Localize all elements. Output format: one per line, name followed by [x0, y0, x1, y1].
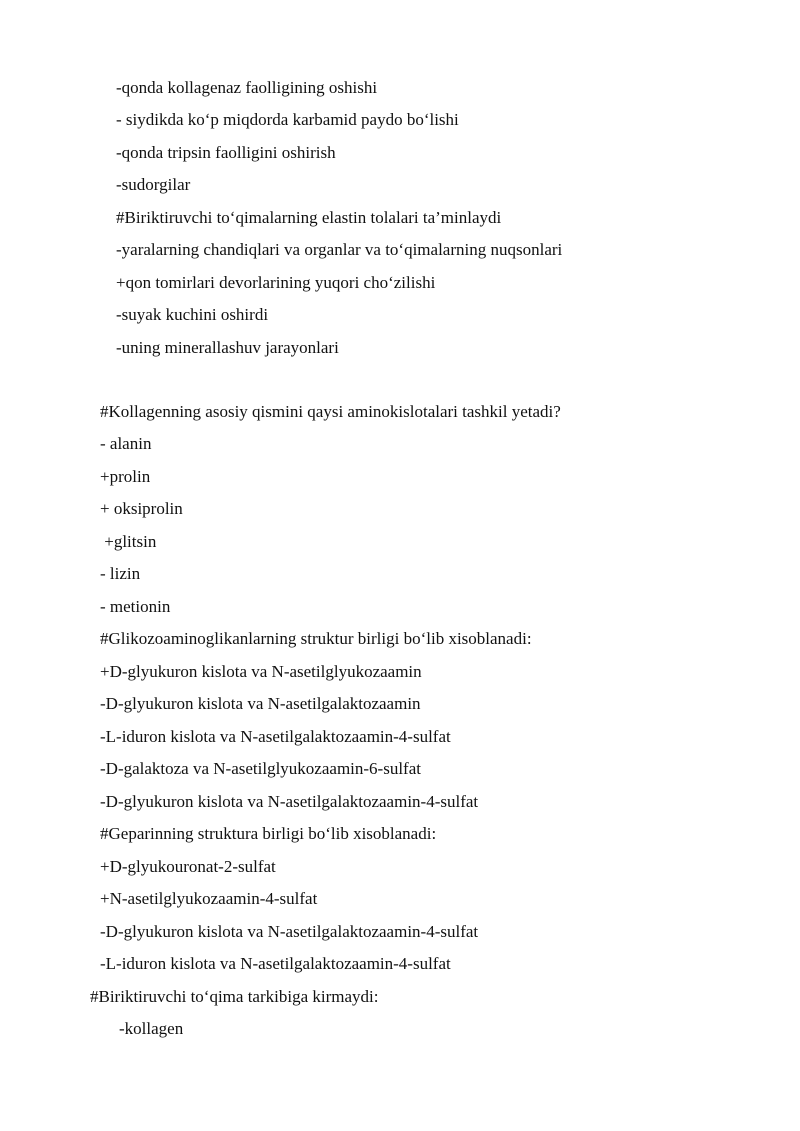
question-text: #Glikozoaminoglikanlarning struktur birligi bo‘lib xisoblanadi: [100, 629, 532, 648]
question-text: #Biriktiruvchi to‘qima tarkibiga kirmaydi: [90, 987, 379, 1006]
answer-option: -L-iduron kislota va N-asetilgalaktozaamin-4-sulfat [100, 727, 451, 746]
answer-option: +N-asetilglyukozaamin-4-sulfat [100, 889, 318, 908]
question-text: #Geparinning struktura birligi bo‘lib xisoblanadi: [100, 824, 437, 843]
answer-option: -L-iduron kislota va N-asetilgalaktozaamin-4-sulfat [100, 954, 451, 973]
answer-option: +glitsin [100, 532, 157, 551]
answer-option: - alanin [100, 434, 152, 453]
answer-option: -yaralarning chandiqlari va organlar va to‘qimalarning nuqsonlari [116, 240, 563, 259]
answer-option: -D-glyukuron kislota va N-asetilgalaktozaamin [100, 694, 421, 713]
answer-option: -D-glyukuron kislota va N-asetilgalaktozaamin-4-sulfat [100, 792, 479, 811]
answer-option: +D-glyukuron kislota va N-asetilglyukozaamin [100, 662, 422, 681]
answer-option: -sudorgilar [116, 175, 191, 194]
answer-option: +prolin [100, 467, 151, 486]
answer-option: -D-galaktoza va N-asetilglyukozaamin-6-sulfat [100, 759, 421, 778]
answer-option: -kollagen [119, 1019, 184, 1038]
answer-option: - lizin [100, 564, 141, 583]
answer-option: -qonda tripsin faolligini oshirish [116, 143, 336, 162]
answer-option: -qonda kollagenaz faolligining oshishi [116, 78, 378, 97]
answer-option: - siydikda ko‘p miqdorda karbamid paydo bo‘lishi [116, 110, 459, 129]
answer-option: -uning minerallashuv jarayonlari [116, 338, 339, 357]
answer-option: -suyak kuchini oshirdi [116, 305, 269, 324]
answer-option: +qon tomirlari devorlarining yuqori cho‘zilishi [116, 273, 436, 292]
answer-option: - metionin [100, 597, 171, 616]
answer-option: + oksiprolin [100, 499, 183, 518]
answer-option: -D-glyukuron kislota va N-asetilgalaktozaamin-4-sulfat [100, 922, 479, 941]
question-text: #Biriktiruvchi to‘qimalarning elastin tolalari ta’minlaydi [116, 208, 502, 227]
question-text: #Kollagenning asosiy qismini qaysi aminokislotalari tashkil yetadi? [100, 402, 561, 421]
answer-option: +D-glyukouronat-2-sulfat [100, 857, 276, 876]
